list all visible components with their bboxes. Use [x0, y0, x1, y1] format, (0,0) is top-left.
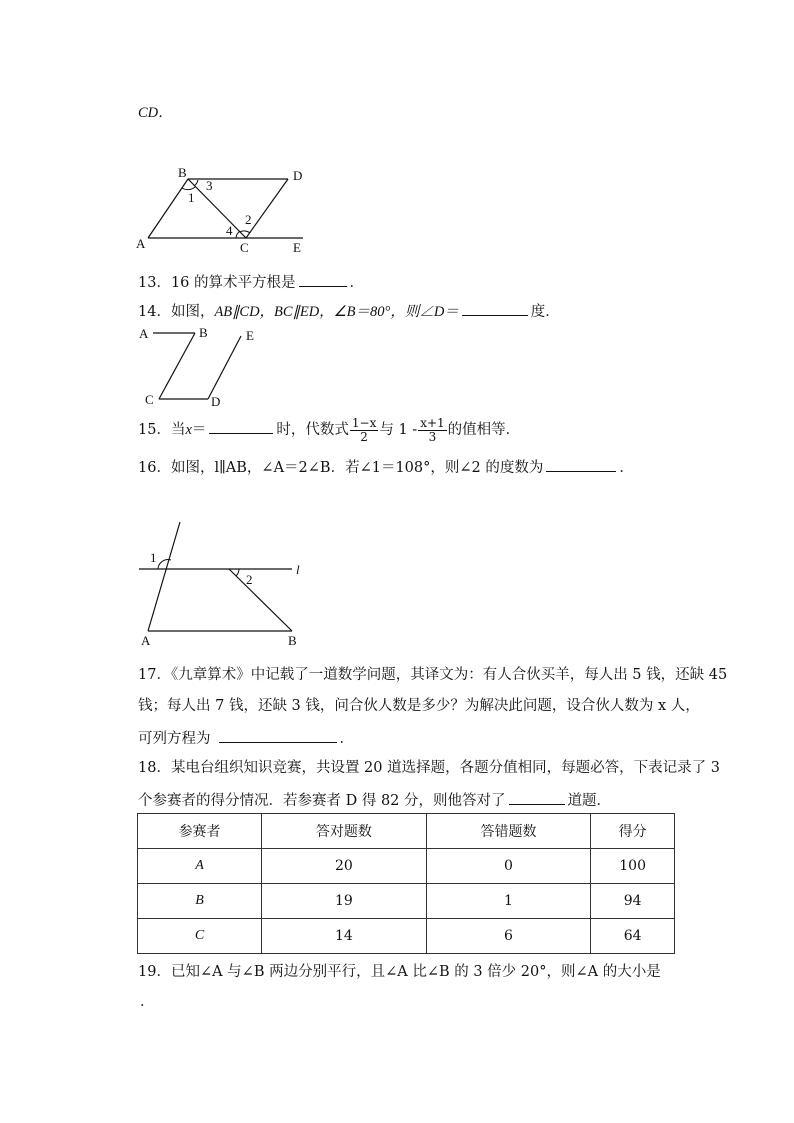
- table-cell: C: [138, 919, 262, 954]
- answer-blank[interactable]: [462, 300, 528, 316]
- table-cell: 94: [591, 884, 675, 919]
- line-DC: [246, 179, 288, 238]
- line-AB: [148, 179, 188, 238]
- table-header: 答对题数: [262, 814, 427, 849]
- label-A: A: [141, 633, 151, 648]
- question-19-end: ．: [140, 994, 155, 1010]
- label-B: B: [178, 165, 187, 180]
- table-header: 答错题数: [426, 814, 591, 849]
- table-row: [138, 849, 675, 884]
- question-16: 16．如图，l∥AB，∠A＝2∠B．若∠1＝108°，则∠2 的度数为 ．: [138, 456, 634, 478]
- angle-4: 4: [226, 223, 233, 238]
- label-C: C: [240, 240, 249, 255]
- table-cell: B: [138, 884, 262, 919]
- angle-2: 2: [245, 212, 252, 227]
- label-E: E: [293, 240, 301, 255]
- table-header-row: [138, 814, 675, 849]
- label-B: B: [288, 633, 297, 648]
- label-D: D: [293, 168, 303, 183]
- label-A: A: [136, 236, 146, 251]
- table-header: 参赛者: [138, 814, 262, 849]
- question-15: 15．当x＝ 时，代数式 $\frac{1-x}{2}$ 与 1 - $\frac{x+1}{3}$ 的值相等．: [138, 415, 521, 444]
- table-cell: 1: [426, 884, 591, 919]
- table-cell: 14: [262, 919, 427, 954]
- question-17-line3: 可列方程为 ．: [138, 727, 354, 749]
- angle-1: 1: [150, 550, 157, 565]
- question-18-line1: 18．某电台组织知识竞赛，共设置 20 道选择题，各题分值相同，每题必答，下表记录了 3: [138, 760, 720, 776]
- label-C: C: [145, 392, 154, 407]
- table-row: [138, 884, 675, 919]
- answer-blank[interactable]: [219, 727, 337, 743]
- fraction-2: $\frac{x+1}{3}$: [420, 415, 445, 444]
- table-header: 得分: [591, 814, 675, 849]
- angle-1: 1: [188, 190, 195, 205]
- question-17-line2: 钱；每人出 7 钱，还缺 3 钱，问合伙人数是多少？为解决此问题，设合伙人数为 x 人，: [138, 698, 700, 714]
- angle-2: 2: [246, 572, 253, 587]
- table-cell: 6: [426, 919, 591, 954]
- label-E: E: [246, 328, 254, 343]
- label-A: A: [139, 326, 149, 341]
- answer-blank[interactable]: [209, 418, 273, 434]
- figure-q16: [135, 518, 315, 653]
- table-cell: 64: [591, 919, 675, 954]
- answer-blank[interactable]: [509, 789, 565, 805]
- figure-parallelogram: [130, 160, 330, 260]
- fraction-1: $\frac{1-x}{2}$: [351, 415, 377, 444]
- question-14: 14．如图，AB∥CD，BC∥ED，∠B＝80°，则∠D＝ 度．: [138, 300, 560, 322]
- line-BC: [188, 179, 246, 238]
- continued-text: CD．: [138, 105, 173, 121]
- answer-blank[interactable]: [546, 456, 616, 472]
- table-cell: A: [138, 849, 262, 884]
- score-table: [137, 813, 675, 954]
- label-D: D: [211, 394, 221, 409]
- angle-3: 3: [206, 178, 213, 193]
- table-cell: 20: [262, 849, 427, 884]
- answer-blank[interactable]: [299, 271, 347, 287]
- figure-q14: [135, 322, 265, 410]
- table-row: [138, 919, 675, 954]
- question-13: 13．16 的算术平方根是 ．: [138, 271, 364, 293]
- label-l: l: [296, 562, 300, 577]
- question-17-line1: 17．《九章算术》中记载了一道数学问题，其译文为：有人合伙买羊，每人出 5 钱，还缺 45: [138, 667, 728, 683]
- table-cell: 0: [426, 849, 591, 884]
- table-cell: 19: [262, 884, 427, 919]
- question-19: 19．已知∠A 与∠B 两边分别平行，且∠A 比∠B 的 3 倍少 20°，则∠A 的大小是: [138, 964, 661, 980]
- table-cell: 100: [591, 849, 675, 884]
- label-B: B: [199, 325, 208, 340]
- question-18-line2: 个参赛者的得分情况．若参赛者 D 得 82 分，则他答对了 道题．: [138, 789, 611, 811]
